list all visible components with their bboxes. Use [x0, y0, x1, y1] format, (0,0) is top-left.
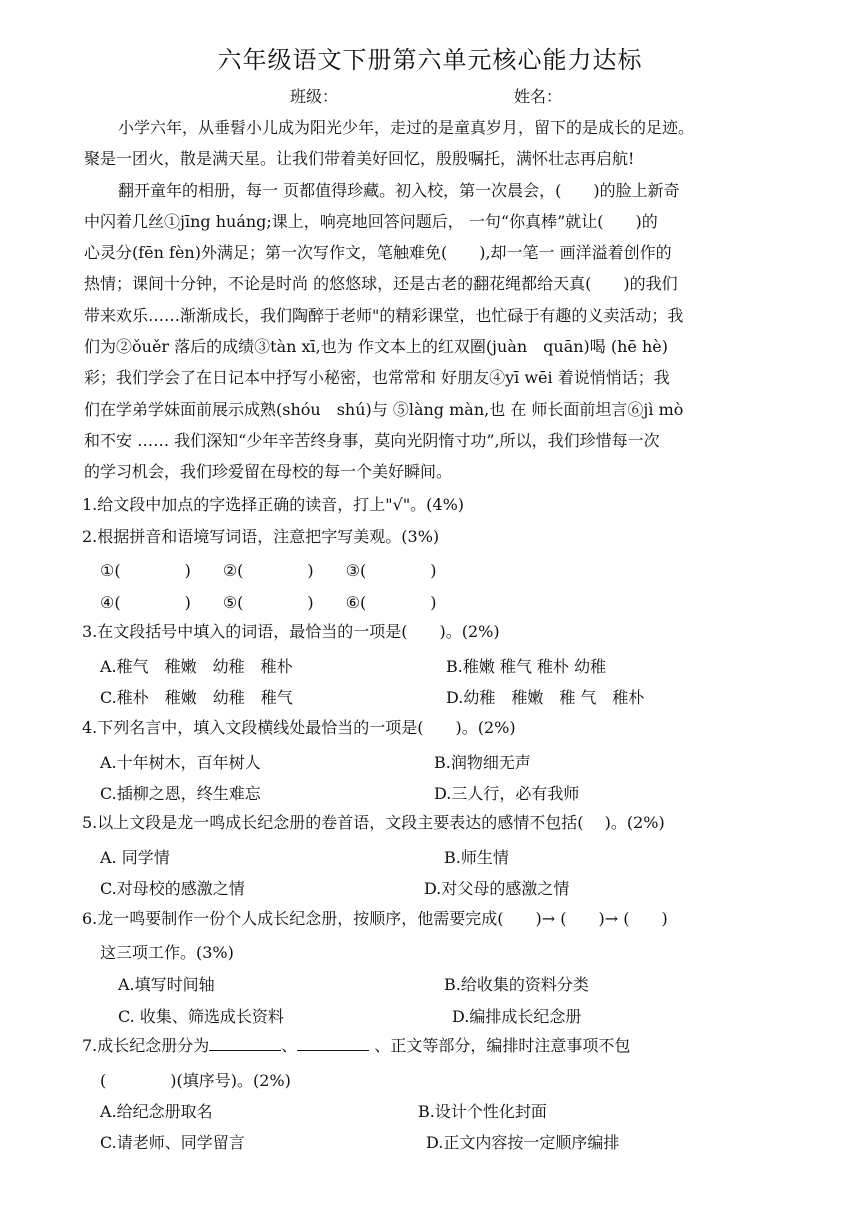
- question-5: 5.以上文段是龙一鸣成长纪念册的卷首语，文段主要表达的感情不包括( )。(2%): [82, 813, 665, 832]
- option-d[interactable]: D.正文内容按一定顺序编排: [426, 1133, 620, 1152]
- question-6: 6.龙一鸣要制作一份个人成长纪念册，按顺序，他需要完成( )→ ( )→ ( ): [82, 909, 668, 928]
- name-label: 姓名：: [514, 87, 563, 106]
- answer-blanks-row[interactable]: ①( ) ②( ) ③( ): [100, 561, 437, 580]
- question-7-continued[interactable]: ( )(填序号)。(2%): [100, 1071, 291, 1090]
- question-2: 2.根据拼音和语境写词语，注意把字写美观。(3%): [82, 527, 440, 546]
- passage-line: 小学六年，从垂髫小儿成为阳光少年，走过的是童真岁月，留下的是成长的足迹。: [118, 118, 695, 137]
- class-label: 班级：: [290, 87, 339, 106]
- option-c[interactable]: C.对母校的感激之情: [100, 879, 245, 898]
- option-d[interactable]: D.编排成长纪念册: [452, 1007, 582, 1026]
- option-d[interactable]: D.幼稚 稚嫩 稚 气 稚朴: [446, 688, 645, 707]
- option-a[interactable]: A.十年树木，百年树人: [100, 753, 261, 772]
- passage-line: 热情；课间十分钟，不论是时尚 的悠悠球，还是古老的翻花绳都给天真( )的我们: [84, 274, 678, 293]
- option-d[interactable]: D.三人行，必有我师: [434, 784, 580, 803]
- question-4: 4.下列名言中，填入文段横线处最恰当的一项是( )。(2%): [82, 718, 516, 737]
- fill-blank[interactable]: [209, 1036, 281, 1051]
- option-b[interactable]: B.润物细无声: [434, 753, 531, 772]
- question-7-suffix: 、正文等部分，编排时注意事项不包: [369, 1036, 631, 1055]
- question-7-prefix: 7.成长纪念册分为: [82, 1036, 210, 1055]
- passage-line: 心灵分(fēn fèn)外满足；第一次写作文，笔触难免( ),却一笔一 画洋溢着创作的: [84, 243, 672, 262]
- question-6-continued: 这三项工作。(3%): [100, 943, 234, 962]
- passage-line: 中闪着几丝①jīng huáng;课上，响亮地回答问题后， 一句“你真棒”就让( )的: [84, 212, 658, 231]
- passage-line: 的学习机会，我们珍爱留在母校的每一个美好瞬间。: [84, 462, 453, 481]
- option-c[interactable]: C.插柳之恩，终生难忘: [100, 784, 261, 803]
- passage-line: 翻开童年的相册，每一 页都值得珍藏。初入校，第一次晨会，( )的脸上新奇: [118, 181, 680, 200]
- page-title: 六年级语文下册第六单元核心能力达标: [217, 46, 643, 74]
- option-a[interactable]: A.稚气 稚嫩 幼稚 稚朴: [100, 657, 293, 676]
- question-7-separator: 、: [281, 1036, 298, 1055]
- question-3: 3.在文段括号中填入的词语，最恰当的一项是( )。(2%): [82, 622, 500, 641]
- option-b[interactable]: B.给收集的资料分类: [444, 975, 589, 994]
- passage-line: 聚是一团火，散是满天星。让我们带着美好回忆，殷殷嘱托，满怀壮志再启航!: [84, 149, 635, 168]
- option-a[interactable]: A.填写时间轴: [118, 975, 215, 994]
- answer-blanks-row[interactable]: ④( ) ⑤( ) ⑥( ): [100, 593, 437, 612]
- option-c[interactable]: C. 收集、筛选成长资料: [118, 1007, 284, 1026]
- option-a[interactable]: A. 同学情: [100, 848, 170, 867]
- option-b[interactable]: B.设计个性化封面: [418, 1102, 547, 1121]
- question-7: [82, 1036, 630, 1056]
- fill-blank[interactable]: [297, 1036, 369, 1051]
- passage-line: 带来欢乐……渐渐成长，我们陶醉于老师"的精彩课堂，也忙碌于有趣的义卖活动；我: [84, 306, 684, 325]
- option-b[interactable]: B.稚嫩 稚气 稚朴 幼稚: [446, 657, 607, 676]
- passage-line: 们为②ǒuěr 落后的成绩③tàn xī,也为 作文本上的红双圈(juàn quān)喝 (hē hè): [84, 337, 669, 356]
- passage-line: 们在学弟学妹面前展示成熟(shóu shú)与 ⑤làng màn,也 在 师长面前坦言⑥jì mò: [84, 400, 684, 419]
- option-a[interactable]: A.给纪念册取名: [100, 1102, 213, 1121]
- question-1: 1.给文段中加点的字选择正确的读音，打上"√"。(4%): [82, 495, 465, 514]
- option-c[interactable]: C.稚朴 稚嫩 幼稚 稚气: [100, 688, 293, 707]
- passage-line: 和不安 …… 我们深知“少年辛苦终身事，莫向光阴惰寸功”,所以，我们珍惜每一次: [84, 431, 660, 450]
- option-b[interactable]: B.师生情: [444, 848, 509, 867]
- passage-line: 彩；我们学会了在日记本中抒写小秘密，也常常和 好朋友④yī wēi 着说悄悄话；我: [84, 368, 670, 387]
- option-c[interactable]: C.请老师、同学留言: [100, 1133, 245, 1152]
- option-d[interactable]: D.对父母的感激之情: [424, 879, 570, 898]
